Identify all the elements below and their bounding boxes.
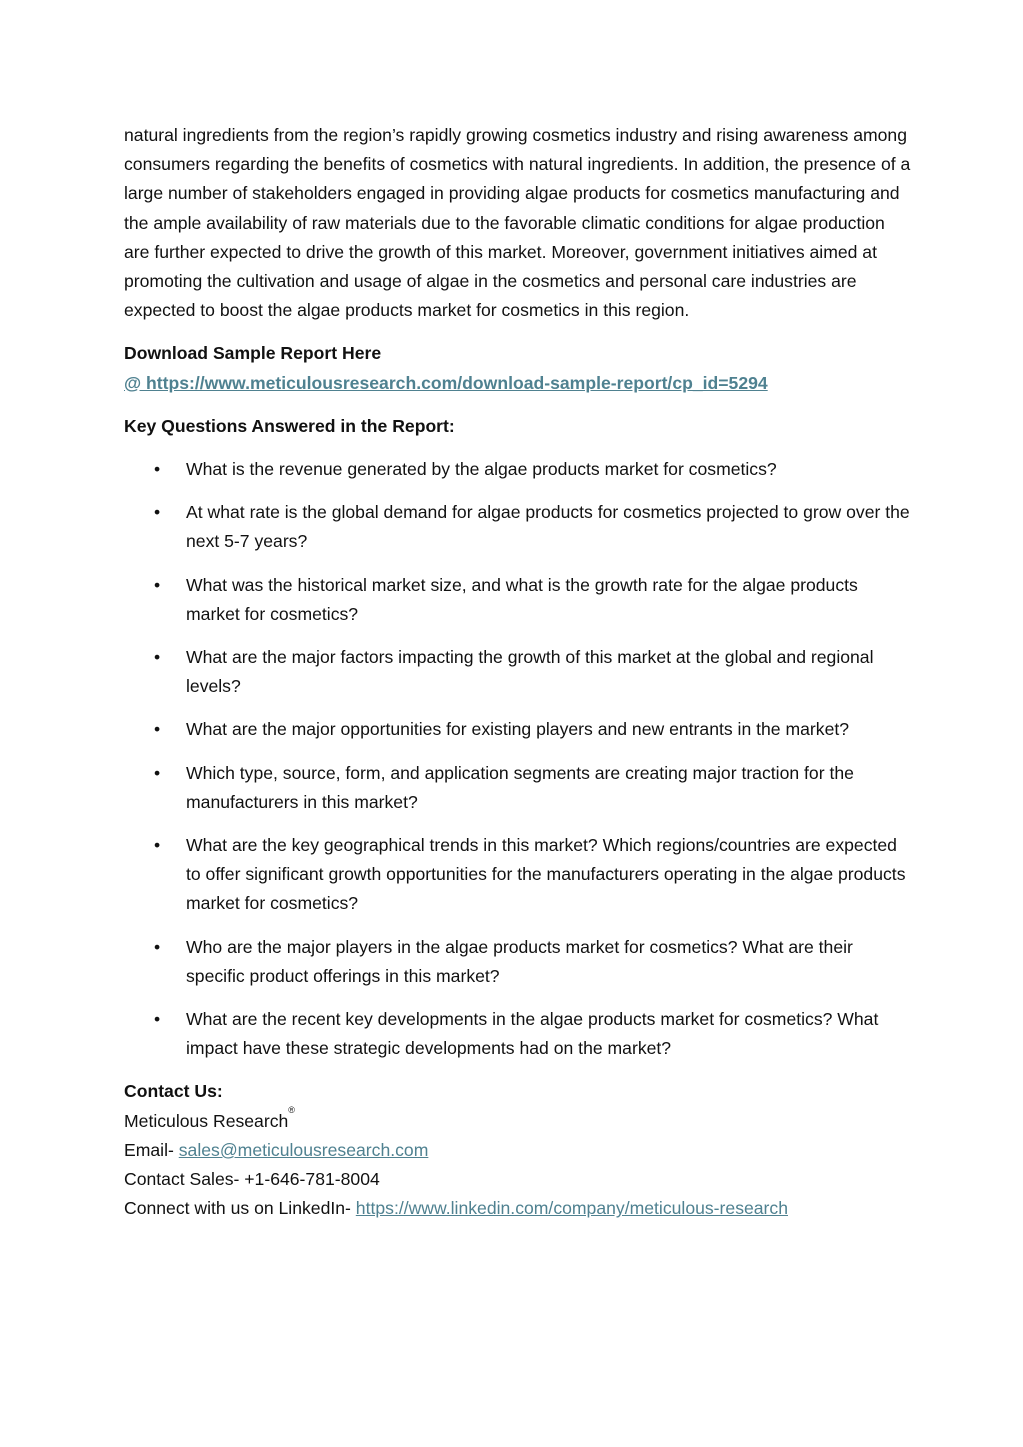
linkedin-link[interactable]: https://www.linkedin.com/company/meticulous-research [355, 1198, 788, 1219]
list-item [124, 498, 914, 556]
question-text: At what rate is the global demand for algae products for cosmetics projected to grow over the next 5-7 years? [186, 502, 910, 552]
linkedin-label: Connect with us on LinkedIn- [124, 1198, 356, 1219]
list-item [124, 455, 914, 484]
question-text: What are the major opportunities for existing players and new entrants in the market? [186, 719, 850, 740]
question-text: What are the recent key developments in the algae products market for cosmetics? What impact have these strategic developments had on the market? [186, 1009, 879, 1059]
bullet-icon: • [154, 574, 161, 595]
question-text: What are the key geographical trends in this market? Which regions/countries are expected to offer significant growth opportunities for the manufacturers operating in the algae products market for cosmetics? [186, 835, 906, 914]
question-text: What is the revenue generated by the algae products market for cosmetics? [186, 459, 777, 480]
bullet-icon: • [154, 459, 161, 480]
registered-mark: ® [288, 1104, 295, 1115]
list-item [124, 1005, 914, 1063]
download-sample-section [124, 339, 914, 397]
contact-heading: Contact Us: [124, 1081, 223, 1102]
linkedin-line [124, 1194, 914, 1223]
list-item [124, 759, 914, 817]
company-name-line [124, 1104, 914, 1136]
contact-sales-line: Contact Sales- +1-646-781-8004 [124, 1169, 380, 1190]
bullet-icon: • [154, 835, 161, 856]
question-text: Which type, source, form, and application segments are creating major traction for the manufacturers in this market? [186, 762, 854, 812]
email-label: Email- [124, 1139, 179, 1160]
bullet-icon: • [154, 762, 161, 783]
contact-section [124, 1077, 914, 1223]
list-item [124, 571, 914, 629]
list-item [124, 643, 914, 701]
bullet-icon: • [154, 1009, 161, 1030]
bullet-icon: • [154, 936, 161, 957]
key-questions-heading: Key Questions Answered in the Report: [124, 415, 455, 436]
bullet-icon: • [154, 719, 161, 740]
download-sample-link-line [124, 369, 914, 398]
download-sample-label: Download Sample Report Here [124, 343, 382, 364]
key-questions-list [124, 455, 914, 1063]
bullet-icon: • [154, 647, 161, 668]
email-link[interactable]: sales@meticulousresearch.com [178, 1139, 429, 1160]
intro-paragraph: natural ingredients from the region’s rapidly growing cosmetics industry and rising awareness among consumers regarding the benefits of cosmetics with natural ingredients. In addition, the presence of a large number of stakeholders engaged in providing algae products for cosmetics manufacturing and the ample availability of raw materials due to the favorable climatic conditions for algae production are further expected to drive the growth of this market. Moreover, government initiatives aimed at promoting the cultivation and usage of algae in the cosmetics and personal care industries are expected to boost the algae products market for cosmetics in this region. [124, 125, 911, 321]
bullet-icon: • [154, 502, 161, 523]
question-text: What are the major factors impacting the growth of this market at the global and regional levels? [186, 647, 874, 697]
download-sample-link[interactable]: @ https://www.meticulousresearch.com/download-sample-report/cp_id=5294 [124, 372, 768, 393]
email-line [124, 1136, 914, 1165]
list-item [124, 715, 914, 744]
list-item [124, 831, 914, 919]
document-page [124, 121, 914, 1224]
list-item [124, 933, 914, 991]
question-text: Who are the major players in the algae products market for cosmetics? What are their specific product offerings in this market? [186, 936, 853, 986]
question-text: What was the historical market size, and what is the growth rate for the algae products market for cosmetics? [186, 574, 858, 624]
company-name: Meticulous Research [124, 1110, 289, 1131]
